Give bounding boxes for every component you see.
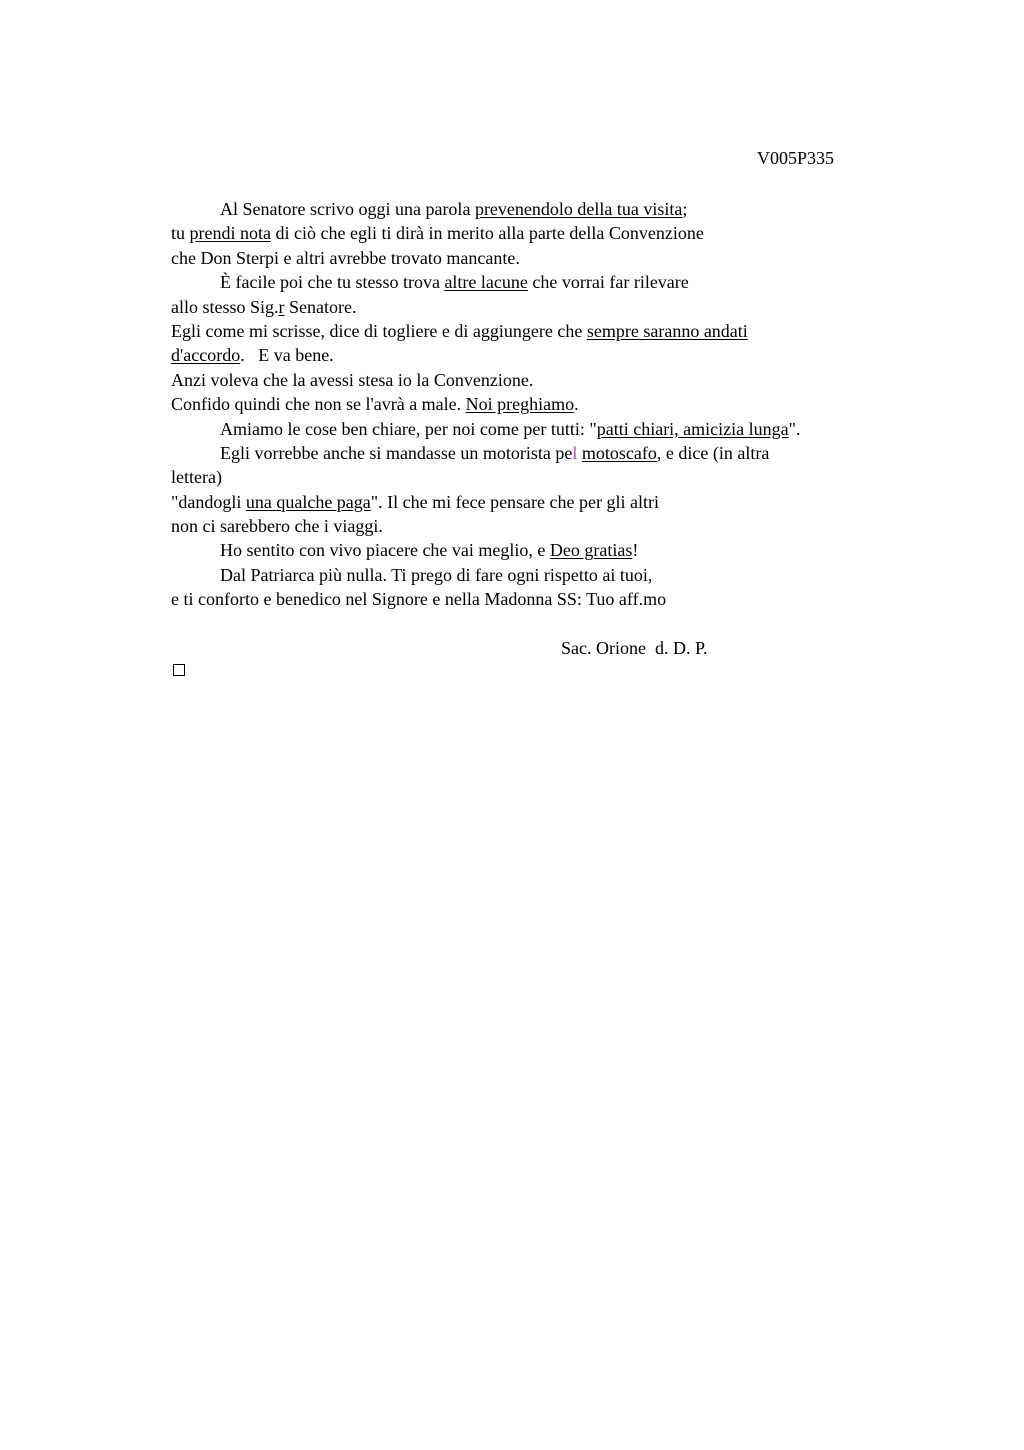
- underlined-phrase: prendi nota: [189, 223, 271, 244]
- letter-line-17: [171, 587, 911, 611]
- underlined-phrase: Deo gratias: [549, 540, 633, 561]
- text-segment: non ci sarebbero che i viaggi.: [171, 516, 383, 537]
- text-segment: lettera): [171, 467, 222, 488]
- underlined-phrase: d'accordo: [171, 345, 241, 366]
- text-segment: !: [632, 540, 639, 561]
- underlined-phrase: r: [278, 296, 285, 317]
- text-segment: Ho sentito con vivo piacere che vai meglio, e: [220, 540, 550, 561]
- page-id: V005P335: [757, 148, 835, 168]
- text-segment: . E va bene.: [240, 345, 334, 366]
- text-segment: che Don Sterpi e altri avrebbe trovato mancante.: [171, 247, 520, 268]
- text-segment: ". Il che mi fece pensare che per gli altri: [370, 491, 659, 512]
- letter-line-16: [171, 563, 911, 587]
- letter-line-4: [171, 270, 911, 294]
- text-segment: Egli vorrebbe anche si mandasse un motorista pe: [220, 442, 573, 463]
- underlined-phrase: altre lacune: [444, 272, 528, 293]
- letter-line-11: [171, 441, 911, 465]
- text-segment: , e dice (in altra: [656, 442, 770, 463]
- text-segment: Al Senatore scrivo oggi una parola: [220, 199, 475, 219]
- letter-line-7: [171, 343, 911, 367]
- underlined-phrase: prevenendolo della tua visita: [474, 199, 683, 219]
- letter-line-15: [171, 538, 911, 562]
- underlined-phrase: una qualche paga: [245, 491, 371, 512]
- text-segment: Anzi voleva che la avessi stesa io la Convenzione.: [171, 369, 534, 390]
- signature: Sac. Orione d. D. P.: [561, 638, 708, 659]
- text-segment: ".: [788, 418, 801, 439]
- highlighted-letter: l: [572, 442, 578, 463]
- underlined-phrase: Noi preghiamo: [465, 394, 575, 415]
- text-segment: "dandogli: [171, 491, 246, 512]
- letter-line-10: [171, 417, 911, 441]
- blank-line: [171, 612, 911, 636]
- text-segment: Egli come mi scrisse, dice di togliere e di aggiungere che: [171, 320, 587, 341]
- letter-line-13: [171, 490, 911, 514]
- letter-line-2: [171, 221, 911, 245]
- text-segment: ;: [682, 199, 688, 219]
- signature-row: [171, 636, 911, 660]
- underlined-phrase: sempre saranno andati: [586, 320, 748, 341]
- text-segment: Dal Patriarca più nulla. Ti prego di fare ogni rispetto ai tuoi,: [220, 564, 653, 585]
- letter-line-3: [171, 246, 911, 270]
- text-segment: .: [574, 394, 579, 415]
- text-segment: Confido quindi che non se l'avrà a male.: [171, 394, 466, 415]
- text-segment: e ti conforto e benedico nel Signore e nella Madonna SS: Tuo aff.mo: [171, 589, 667, 610]
- letter-line-14: [171, 514, 911, 538]
- underlined-phrase: patti chiari, amicizia lunga: [596, 418, 789, 439]
- letter-body: [171, 197, 911, 660]
- letter-line-6: [171, 319, 911, 343]
- text-segment: tu: [171, 223, 190, 244]
- text-segment: Senatore.: [284, 296, 357, 317]
- text-segment: Amiamo le cose ben chiare, per noi come per tutti: ": [220, 418, 597, 439]
- text-segment: È facile poi che tu stesso trova: [220, 272, 445, 293]
- letter-line-1: [171, 197, 911, 221]
- text-segment: di ciò che egli ti dirà in merito alla parte della Convenzione: [271, 223, 704, 244]
- underlined-phrase: motoscafo: [581, 442, 657, 463]
- letter-line-12: [171, 465, 911, 489]
- letter-line-5: [171, 295, 911, 319]
- letter-line-9: [171, 392, 911, 416]
- text-segment: che vorrai far rilevare: [527, 272, 689, 293]
- letter-line-8: [171, 368, 911, 392]
- empty-square-icon: [173, 664, 185, 676]
- text-segment: allo stesso Sig.: [171, 296, 279, 317]
